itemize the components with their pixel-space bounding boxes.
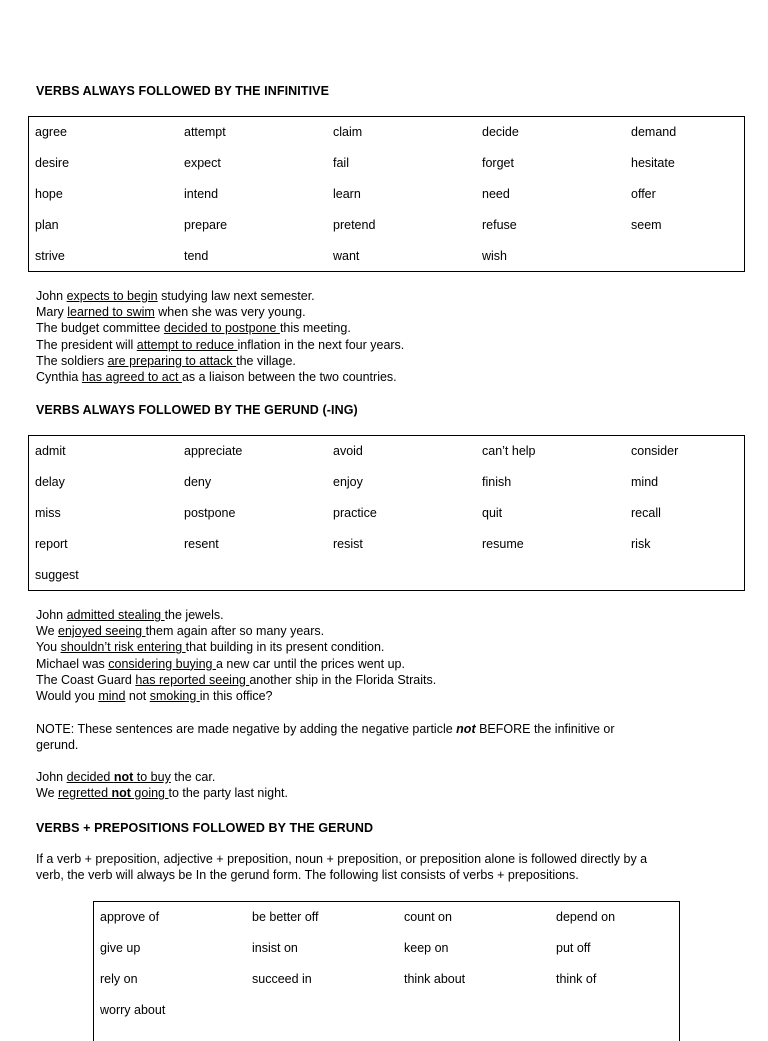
text-line	[36, 867, 736, 883]
gerund-verbs-table	[28, 435, 745, 591]
verb-cell	[625, 559, 768, 590]
verb-cell: desire	[35, 156, 70, 171]
verb-cell	[398, 994, 550, 1025]
verb-cell: resent	[184, 536, 219, 551]
verb-cell: wish	[482, 248, 508, 263]
verb-cell: strive	[35, 248, 65, 263]
text-line	[36, 769, 736, 785]
underlined-phrase: shouldn’t risk entering	[60, 640, 186, 655]
verb-cell	[550, 994, 702, 1025]
gerund-heading: VERBS ALWAYS FOLLOWED BY THE GERUND (-ING)	[36, 403, 358, 417]
prepositions-verbs-table	[93, 901, 680, 1041]
verb-cell: hope	[35, 186, 63, 201]
verb-cell: admit	[35, 444, 66, 459]
text-segment: that building in its present condition.	[185, 640, 385, 655]
verb-cell: miss	[35, 505, 61, 520]
text-line	[36, 337, 736, 353]
text-line	[36, 851, 736, 867]
text-segment: The Coast Guard	[36, 672, 136, 687]
table-row	[29, 117, 768, 148]
text-segment: John	[36, 289, 67, 303]
verb-cell: suggest	[35, 567, 79, 582]
text-segment: NOTE: These sentences are made negative by adding the negative particle	[36, 722, 457, 736]
verb-cell: resume	[482, 536, 524, 551]
underlined-phrase: admitted stealing	[66, 608, 165, 622]
verb-cell: rely on	[100, 971, 138, 986]
table-row	[29, 498, 768, 529]
table-row	[94, 964, 702, 995]
text-segment: Mary	[36, 305, 68, 320]
table-row	[29, 467, 768, 498]
text-line	[36, 737, 736, 753]
prepositions-intro	[36, 851, 736, 883]
verb-cell: want	[333, 248, 360, 263]
text-line	[36, 721, 736, 737]
text-line	[36, 320, 736, 336]
text-segment: the village.	[236, 353, 296, 368]
text-segment: this meeting.	[279, 321, 351, 336]
text-segment: Would you	[36, 689, 99, 704]
verb-cell: deny	[184, 475, 212, 490]
underlined-phrase: smoking	[149, 689, 200, 704]
text-segment: them again after so many years.	[145, 624, 325, 639]
text-line	[36, 288, 736, 304]
verb-cell: depend on	[556, 910, 616, 925]
text-segment: We	[36, 624, 58, 639]
prepositions-heading: VERBS + PREPOSITIONS FOLLOWED BY THE GERUND	[36, 821, 374, 835]
verb-cell: give up	[100, 941, 141, 956]
text-segment: not	[125, 689, 150, 704]
text-segment: Cynthia	[36, 370, 82, 385]
underlined-phrase: learned to swim	[67, 305, 155, 320]
verb-cell: be better off	[252, 910, 319, 925]
underlined-phrase: has agreed to act	[81, 370, 182, 385]
table-row	[94, 933, 702, 964]
verb-cell: enjoy	[333, 475, 363, 490]
table-row	[94, 994, 702, 1025]
verb-cell: worry about	[100, 1002, 166, 1017]
verb-cell: fail	[333, 156, 349, 171]
verb-cell: resist	[333, 536, 363, 551]
text-line	[36, 607, 736, 623]
text-line	[36, 639, 736, 655]
verb-cell	[327, 559, 476, 590]
verb-cell: hesitate	[631, 156, 675, 171]
table-row	[94, 902, 702, 933]
verb-cell: insist on	[252, 941, 298, 956]
verb-cell: forget	[482, 156, 514, 171]
verb-cell: practice	[333, 505, 377, 520]
text-segment: If a verb + preposition, adjective + preposition, noun + preposition, or preposition alone is followed directly by a	[36, 852, 648, 866]
verb-cell: report	[35, 536, 68, 551]
infinitive-verbs-table	[28, 116, 745, 272]
verb-cell: attempt	[184, 125, 226, 140]
underlined-phrase: going	[130, 786, 169, 801]
verb-cell: claim	[333, 125, 363, 140]
table-row	[29, 240, 768, 271]
underlined-phrase: not	[113, 770, 134, 784]
verb-cell	[178, 559, 327, 590]
text-segment: John	[36, 608, 67, 622]
verb-cell: appreciate	[184, 444, 243, 459]
text-segment: as a liaison between the two countries.	[181, 370, 397, 385]
underlined-phrase: to buy	[133, 770, 171, 784]
text-segment: We	[36, 786, 58, 801]
table-row	[29, 436, 768, 467]
underlined-phrase: regretted	[58, 786, 112, 801]
underlined-phrase: considering buying	[108, 656, 216, 671]
verb-cell: count on	[404, 910, 452, 925]
text-segment: the jewels.	[164, 608, 224, 622]
verb-cell: can’t help	[482, 444, 536, 459]
verb-cell: pretend	[333, 217, 376, 232]
underlined-phrase: mind	[98, 689, 126, 704]
text-line	[36, 369, 736, 385]
text-segment: John	[36, 770, 67, 784]
text-segment: You	[36, 640, 61, 655]
verb-cell: finish	[482, 475, 512, 490]
text-line	[36, 353, 736, 369]
underlined-phrase: are preparing to attack	[107, 353, 237, 368]
text-segment: The soldiers	[36, 353, 108, 368]
verb-cell	[476, 559, 625, 590]
underlined-phrase: attempt to reduce	[136, 337, 238, 352]
infinitive-examples	[36, 288, 736, 385]
verb-cell: decide	[482, 125, 519, 140]
verb-cell: demand	[631, 125, 677, 140]
text-line	[36, 785, 736, 801]
verb-cell: put off	[556, 941, 591, 956]
text-segment: to the party last night.	[168, 786, 288, 801]
text-segment: The president will	[36, 337, 137, 352]
table-row	[29, 209, 768, 240]
negative-note	[36, 721, 736, 753]
underlined-phrase: has reported seeing	[135, 672, 250, 687]
verb-cell: consider	[631, 444, 679, 459]
text-line	[36, 623, 736, 639]
verb-cell: quit	[482, 505, 503, 520]
verb-cell: mind	[631, 475, 659, 490]
text-line	[36, 304, 736, 320]
underlined-phrase: not	[111, 786, 131, 801]
verb-cell: think of	[556, 971, 597, 986]
negative-examples	[36, 769, 736, 801]
verb-cell: succeed in	[252, 971, 312, 986]
verb-cell: offer	[631, 186, 656, 201]
verb-cell: agree	[35, 125, 67, 140]
text-segment: verb, the verb will always be In the gerund form. The following list consists of verbs + prepositions.	[36, 868, 579, 883]
underlined-phrase: decided to postpone	[163, 321, 280, 336]
text-line	[36, 672, 736, 688]
verb-cell: intend	[184, 186, 219, 201]
verb-cell: postpone	[184, 505, 236, 520]
text-segment: gerund.	[36, 738, 79, 753]
text-segment: in this office?	[199, 689, 273, 704]
table-row	[29, 179, 768, 210]
text-segment: studying law next semester.	[157, 289, 315, 303]
text-segment: not	[456, 722, 476, 736]
verb-cell: avoid	[333, 444, 363, 459]
verb-cell: keep on	[404, 941, 449, 956]
verb-cell: learn	[333, 186, 361, 201]
verb-cell: tend	[184, 248, 209, 263]
underlined-phrase: expects to begin	[66, 289, 158, 303]
verb-cell: refuse	[482, 217, 517, 232]
text-segment: Michael was	[36, 656, 109, 671]
text-segment: another ship in the Florida Straits.	[249, 672, 437, 687]
text-segment: the car.	[170, 770, 216, 784]
verb-cell: seem	[631, 217, 662, 232]
text-line	[36, 656, 736, 672]
gerund-examples	[36, 607, 736, 704]
verb-cell	[246, 994, 398, 1025]
verb-cell: prepare	[184, 217, 228, 232]
text-segment: when she was very young.	[154, 305, 306, 320]
text-segment: a new car until the prices went up.	[215, 656, 405, 671]
text-segment: BEFORE the infinitive or	[475, 722, 615, 736]
text-line	[36, 688, 736, 704]
verb-cell: delay	[35, 475, 65, 490]
text-segment: The budget committee	[36, 321, 164, 336]
verb-cell: expect	[184, 156, 221, 171]
verb-cell: plan	[35, 217, 59, 232]
verb-cell: risk	[631, 536, 651, 551]
underlined-phrase: decided	[66, 770, 114, 784]
table-row	[29, 528, 768, 559]
verb-cell: recall	[631, 505, 661, 520]
underlined-phrase: enjoyed seeing	[58, 624, 146, 639]
table-row	[29, 148, 768, 179]
verb-cell: think about	[404, 971, 466, 986]
verb-cell	[625, 240, 768, 271]
table-row	[29, 559, 768, 590]
verb-cell: need	[482, 186, 510, 201]
text-segment: inflation in the next four years.	[237, 337, 405, 352]
infinitive-heading: VERBS ALWAYS FOLLOWED BY THE INFINITIVE	[36, 84, 330, 98]
verb-cell: approve of	[100, 910, 160, 925]
